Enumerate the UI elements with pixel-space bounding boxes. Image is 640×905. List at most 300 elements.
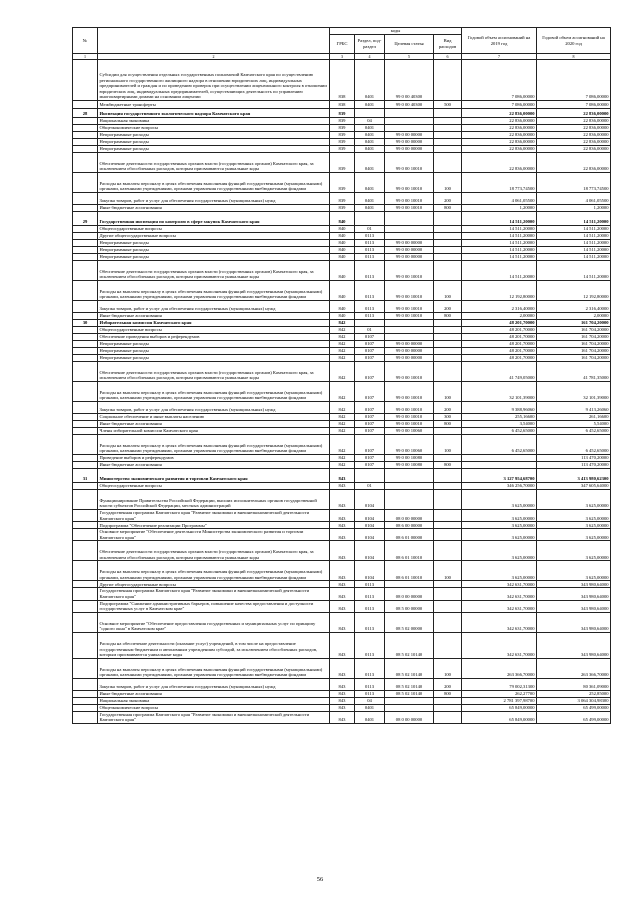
table-row xyxy=(73,247,611,254)
table-row xyxy=(73,632,611,658)
row-target-code xyxy=(385,483,434,490)
row-target-code: 99 0 00 10010 xyxy=(385,421,434,428)
table-row xyxy=(73,612,611,632)
row-razdel-code: 0107 xyxy=(355,435,385,455)
row-razdel-code: 0107 xyxy=(355,421,385,428)
row-amount-2019: 48 201,70000 xyxy=(462,320,537,327)
row-number xyxy=(73,402,98,414)
row-grbs-code: 839 xyxy=(330,125,355,132)
row-number xyxy=(73,600,98,612)
row-amount-2019: 48 201,70000 xyxy=(462,341,537,348)
header-razdel: Раздел, под-раздел xyxy=(355,35,385,54)
row-razdel-code xyxy=(355,109,385,118)
row-number xyxy=(73,711,98,723)
row-number xyxy=(73,247,98,254)
row-expense-type: 100 xyxy=(434,658,462,678)
row-amount-2019: 346 256,70000 xyxy=(462,483,537,490)
row-amount-2020: 18 773,74500 xyxy=(537,173,611,193)
row-grbs-code: 843 xyxy=(330,612,355,632)
row-number xyxy=(73,421,98,428)
row-grbs-code: 840 xyxy=(330,313,355,320)
row-razdel-code: 01 xyxy=(355,226,385,233)
row-grbs-code: 842 xyxy=(330,435,355,455)
row-name: Общегосударственные вопросы xyxy=(98,226,330,233)
row-number xyxy=(73,205,98,212)
row-amount-2020: 343 980,64000 xyxy=(537,581,611,588)
row-name: Министерство экономического развития и торговли Камчатского края xyxy=(98,469,330,483)
column-index-cell: 5 xyxy=(385,54,434,60)
row-number xyxy=(73,462,98,469)
row-name: Члены избирательной комиссии Камчатского края xyxy=(98,428,330,435)
row-target-code: 08 6 01 10010 xyxy=(385,561,434,581)
row-number xyxy=(73,490,98,510)
row-razdel-code: 0113 xyxy=(355,632,385,658)
row-razdel-code: 0113 xyxy=(355,261,385,281)
row-number xyxy=(73,529,98,541)
row-razdel-code: 0107 xyxy=(355,348,385,355)
row-expense-type xyxy=(434,348,462,355)
row-amount-2020: 65 499,00000 xyxy=(537,704,611,711)
row-amount-2019: 4 061,05500 xyxy=(462,193,537,205)
row-name: Функционирование Правительства Российской Федерации, высших исполнительных органов государственной власти субъектов Российской Федерации, местных администраций xyxy=(98,490,330,510)
row-amount-2020: 261,16600 xyxy=(537,414,611,421)
row-expense-type xyxy=(434,711,462,723)
row-amount-2019: 22 836,00000 xyxy=(462,132,537,139)
row-razdel-code xyxy=(355,212,385,226)
table-row xyxy=(73,421,611,428)
row-expense-type xyxy=(434,362,462,382)
row-name: Непрограммные расходы xyxy=(98,132,330,139)
row-grbs-code: 840 xyxy=(330,301,355,313)
row-target-code: 99 0 00 00000 xyxy=(385,341,434,348)
row-expense-type xyxy=(434,469,462,483)
table-row xyxy=(73,362,611,382)
row-number xyxy=(73,334,98,341)
row-number xyxy=(73,327,98,334)
row-grbs-code: 843 xyxy=(330,678,355,690)
row-grbs-code: 842 xyxy=(330,362,355,382)
row-razdel-code: 0401 xyxy=(355,101,385,109)
row-target-code xyxy=(385,469,434,483)
row-name: Государственная программа Камчатского края "Развитие экономики и внешнеэкономической деятельности Камчатского края" xyxy=(98,711,330,723)
row-expense-type xyxy=(434,132,462,139)
row-grbs-code: 842 xyxy=(330,320,355,327)
row-amount-2019: 18 773,74500 xyxy=(462,173,537,193)
row-target-code: 99 0 00 10010 xyxy=(385,414,434,421)
row-name: Межбюджетные трансферты xyxy=(98,101,330,109)
row-amount-2020: 3 413 980,62300 xyxy=(537,469,611,483)
row-expense-type: 800 xyxy=(434,313,462,320)
row-number xyxy=(73,153,98,173)
table-row xyxy=(73,414,611,421)
row-target-code xyxy=(385,704,434,711)
budget-table-sheet xyxy=(72,27,610,724)
row-razdel-code xyxy=(355,320,385,327)
row-target-code: 99 0 00 00000 xyxy=(385,139,434,146)
row-number xyxy=(73,522,98,529)
row-amount-2020: 3 625,00000 xyxy=(537,522,611,529)
row-grbs-code: 843 xyxy=(330,522,355,529)
row-name: Непрограммные расходы xyxy=(98,247,330,254)
row-amount-2020: 263 366,70000 xyxy=(537,658,611,678)
row-amount-2019: 12 192,80000 xyxy=(462,281,537,301)
table-row xyxy=(73,697,611,704)
column-index-cell: 2 xyxy=(98,54,330,60)
row-amount-2020: 343 980,64000 xyxy=(537,632,611,658)
row-number xyxy=(73,697,98,704)
row-razdel-code: 0401 xyxy=(355,139,385,146)
row-amount-2019: 3 625,00000 xyxy=(462,561,537,581)
row-amount-2020: 6 452,65000 xyxy=(537,428,611,435)
row-amount-2020: 22 836,00000 xyxy=(537,146,611,153)
table-row xyxy=(73,658,611,678)
table-row xyxy=(73,313,611,320)
row-razdel-code: 0104 xyxy=(355,541,385,561)
row-amount-2019: 3,54000 xyxy=(462,421,537,428)
row-razdel-code: 0401 xyxy=(355,146,385,153)
table-row xyxy=(73,600,611,612)
row-name: Расходы на выплаты персоналу в целях обеспечения выполнения функций государственными (муниципальными) органами, казенными учреждениями, органами управления государственными внебюджетными фондами xyxy=(98,382,330,402)
row-target-code xyxy=(385,109,434,118)
row-razdel-code: 0401 xyxy=(355,205,385,212)
row-target-code: 99 0 00 10060 xyxy=(385,428,434,435)
row-name: Национальная экономика xyxy=(98,697,330,704)
row-name: Расходы на обеспечение деятельности (оказание услуг) учреждений, в том числе на предоставление государственным бюджетным и автономным учреждениям субсидий, за исключением обособленных расходов, которым присваиваются уникальные коды xyxy=(98,632,330,658)
row-target-code: 99 0 00 40300 xyxy=(385,60,434,101)
table-row xyxy=(73,490,611,510)
row-expense-type xyxy=(434,247,462,254)
row-razdel-code: 04 xyxy=(355,697,385,704)
row-name: Закупка товаров, работ и услуг для обеспечения государственных (муниципальных) нужд xyxy=(98,402,330,414)
row-amount-2019: 14 511,20000 xyxy=(462,240,537,247)
row-amount-2020: 3 625,00000 xyxy=(537,490,611,510)
row-expense-type: 200 xyxy=(434,301,462,313)
table-row xyxy=(73,233,611,240)
row-number xyxy=(73,581,98,588)
row-grbs-code: 842 xyxy=(330,455,355,462)
row-amount-2020: 161 704,20000 xyxy=(537,341,611,348)
row-amount-2020: 2 316,40000 xyxy=(537,301,611,313)
row-razdel-code: 0401 xyxy=(355,173,385,193)
row-amount-2020: 41 781,35000 xyxy=(537,362,611,382)
row-amount-2020: 4 061,05500 xyxy=(537,193,611,205)
row-amount-2019: 3 625,00000 xyxy=(462,522,537,529)
row-grbs-code: 843 xyxy=(330,561,355,581)
table-row xyxy=(73,561,611,581)
table-row xyxy=(73,522,611,529)
row-expense-type: 200 xyxy=(434,678,462,690)
page-number: 56 xyxy=(316,876,324,883)
row-number xyxy=(73,226,98,233)
row-name: Избирательная комиссия Камчатского края xyxy=(98,320,330,327)
row-number xyxy=(73,414,98,421)
row-amount-2019: 342 631,70000 xyxy=(462,588,537,600)
row-amount-2020: 7 086,00000 xyxy=(537,60,611,101)
table-row xyxy=(73,118,611,125)
table-row xyxy=(73,212,611,226)
row-target-code: 08 0 00 00000 xyxy=(385,510,434,522)
row-name: Государственная программа Камчатского края "Развитие экономики и внешнеэкономической деятельности Камчатского края" xyxy=(98,510,330,522)
row-number xyxy=(73,101,98,109)
row-target-code: 99 0 00 10010 xyxy=(385,301,434,313)
row-expense-type xyxy=(434,212,462,226)
row-name: Инспекция государственного экологического надзора Камчатского края xyxy=(98,109,330,118)
row-target-code: 99 0 00 00000 xyxy=(385,355,434,362)
table-row xyxy=(73,240,611,247)
row-grbs-code: 842 xyxy=(330,382,355,402)
row-expense-type: 800 xyxy=(434,205,462,212)
row-amount-2019: 22 836,00000 xyxy=(462,146,537,153)
row-expense-type xyxy=(434,632,462,658)
row-expense-type xyxy=(434,320,462,327)
row-amount-2019: 2,00000 xyxy=(462,313,537,320)
row-amount-2019: 79 002,31300 xyxy=(462,678,537,690)
row-razdel-code: 0107 xyxy=(355,355,385,362)
row-expense-type xyxy=(434,522,462,529)
table-row xyxy=(73,125,611,132)
row-razdel-code: 0401 xyxy=(355,125,385,132)
table-row xyxy=(73,588,611,600)
row-target-code: 08 0 00 00000 xyxy=(385,711,434,723)
row-expense-type xyxy=(434,146,462,153)
table-row xyxy=(73,301,611,313)
row-grbs-code: 839 xyxy=(330,146,355,153)
table-row xyxy=(73,146,611,153)
header-2019: Годовой объем ассигнований на 2019 год xyxy=(462,28,537,54)
row-number xyxy=(73,146,98,153)
row-razdel-code xyxy=(355,469,385,483)
row-number xyxy=(73,313,98,320)
table-row xyxy=(73,402,611,414)
row-number xyxy=(73,541,98,561)
row-expense-type: 100 xyxy=(434,281,462,301)
column-index-cell: 6 xyxy=(434,54,462,60)
row-razdel-code: 01 xyxy=(355,483,385,490)
row-expense-type xyxy=(434,510,462,522)
row-expense-type xyxy=(434,581,462,588)
row-grbs-code: 839 xyxy=(330,132,355,139)
row-razdel-code: 0113 xyxy=(355,600,385,612)
row-grbs-code: 843 xyxy=(330,469,355,483)
row-number xyxy=(73,261,98,281)
row-grbs-code: 842 xyxy=(330,348,355,355)
row-name: Непрограммные расходы xyxy=(98,348,330,355)
row-target-code xyxy=(385,212,434,226)
row-target-code xyxy=(385,320,434,327)
row-amount-2020: 1,20000 xyxy=(537,205,611,212)
row-expense-type xyxy=(434,261,462,281)
row-number xyxy=(73,301,98,313)
row-name: Непрограммные расходы xyxy=(98,355,330,362)
row-amount-2019: 48 201,70000 xyxy=(462,348,537,355)
row-razdel-code: 0107 xyxy=(355,462,385,469)
column-index-cell: 8 xyxy=(537,54,611,60)
table-row xyxy=(73,428,611,435)
row-grbs-code: 843 xyxy=(330,600,355,612)
row-target-code: 99 0 00 00000 xyxy=(385,240,434,247)
row-number xyxy=(73,632,98,658)
row-name: Обеспечение деятельности государственных органов власти (государственных органов) Камчатского края, за исключением обособленных расходов, которым присваиваются уникальные коды xyxy=(98,541,330,561)
row-razdel-code: 0113 xyxy=(355,254,385,261)
table-row xyxy=(73,139,611,146)
row-expense-type xyxy=(434,612,462,632)
table-row xyxy=(73,320,611,327)
row-name: Основное мероприятие "Обеспечение предоставления государственных и муниципальных услуг по принципу "одного окна" в Камчатском крае" xyxy=(98,612,330,632)
row-number xyxy=(73,510,98,522)
row-name: Иные бюджетные ассигнования xyxy=(98,313,330,320)
row-number xyxy=(73,348,98,355)
row-name: Закупка товаров, работ и услуг для обеспечения государственных (муниципальных) нужд xyxy=(98,193,330,205)
table-row xyxy=(73,469,611,483)
table-row xyxy=(73,341,611,348)
row-number xyxy=(73,173,98,193)
row-grbs-code: 843 xyxy=(330,704,355,711)
row-grbs-code: 839 xyxy=(330,173,355,193)
row-amount-2020: 80 361,09000 xyxy=(537,678,611,690)
row-razdel-code: 0113 xyxy=(355,678,385,690)
row-razdel-code: 0113 xyxy=(355,658,385,678)
row-amount-2020: 9 413,26060 xyxy=(537,402,611,414)
row-grbs-code: 842 xyxy=(330,414,355,421)
row-razdel-code: 0107 xyxy=(355,362,385,382)
row-name: Закупка товаров, работ и услуг для обеспечения государственных (муниципальных) нужд xyxy=(98,301,330,313)
row-amount-2019: 7 086,00000 xyxy=(462,101,537,109)
row-name: Иные бюджетные ассигнования xyxy=(98,205,330,212)
table-row xyxy=(73,581,611,588)
row-target-code xyxy=(385,125,434,132)
row-name: Иные бюджетные ассигнования xyxy=(98,690,330,697)
row-name: Общеэкономические вопросы xyxy=(98,125,330,132)
table-row xyxy=(73,226,611,233)
row-amount-2020: 22 836,00000 xyxy=(537,125,611,132)
row-razdel-code: 0113 xyxy=(355,240,385,247)
row-target-code: 99 0 00 10080 xyxy=(385,455,434,462)
table-row xyxy=(73,132,611,139)
row-target-code xyxy=(385,226,434,233)
header-grbs: ГРБС xyxy=(330,35,355,54)
row-number xyxy=(73,588,98,600)
row-amount-2019: 3 625,00000 xyxy=(462,541,537,561)
row-amount-2019: 48 201,70000 xyxy=(462,355,537,362)
header-name xyxy=(98,28,330,54)
row-razdel-code: 0113 xyxy=(355,247,385,254)
row-grbs-code: 843 xyxy=(330,483,355,490)
row-amount-2019 xyxy=(462,455,537,462)
row-amount-2019: 65 849,00000 xyxy=(462,704,537,711)
row-grbs-code: 843 xyxy=(330,697,355,704)
row-name: Национальная экономика xyxy=(98,118,330,125)
row-grbs-code: 843 xyxy=(330,541,355,561)
row-expense-type: 100 xyxy=(434,435,462,455)
row-amount-2019: 14 511,20000 xyxy=(462,247,537,254)
row-amount-2019: 14 511,20000 xyxy=(462,254,537,261)
row-amount-2019: 3 625,00000 xyxy=(462,529,537,541)
row-expense-type xyxy=(434,588,462,600)
row-target-code: 99 0 00 10010 xyxy=(385,281,434,301)
table-row xyxy=(73,334,611,341)
row-amount-2020: 14 511,20000 xyxy=(537,212,611,226)
row-number xyxy=(73,125,98,132)
row-amount-2019: 65 849,00000 xyxy=(462,711,537,723)
row-expense-type: 100 xyxy=(434,382,462,402)
row-expense-type xyxy=(434,233,462,240)
row-amount-2020: 343 980,64000 xyxy=(537,612,611,632)
row-name: Обеспечение деятельности государственных органов власти (государственных органов) Камчатского края, за исключением обособленных расходов, которым присваиваются уникальные коды xyxy=(98,261,330,281)
column-index-cell: 3 xyxy=(330,54,355,60)
row-expense-type xyxy=(434,254,462,261)
row-grbs-code: 840 xyxy=(330,226,355,233)
row-number xyxy=(73,612,98,632)
row-name: Государственная программа Камчатского края "Развитие экономики и внешнеэкономической деятельности Камчатского края" xyxy=(98,588,330,600)
row-amount-2020: 161 704,20000 xyxy=(537,334,611,341)
row-expense-type xyxy=(434,226,462,233)
row-amount-2020: 14 511,20000 xyxy=(537,226,611,233)
row-amount-2019: 263 366,70000 xyxy=(462,658,537,678)
row-amount-2019: 2 781 397,98700 xyxy=(462,697,537,704)
row-name: Непрограммные расходы xyxy=(98,139,330,146)
row-amount-2020: 252,85000 xyxy=(537,690,611,697)
row-amount-2019: 6 452,65000 xyxy=(462,428,537,435)
row-razdel-code: 0113 xyxy=(355,588,385,600)
row-name: Проведение выборов и референдумов xyxy=(98,455,330,462)
table-row xyxy=(73,261,611,281)
row-razdel-code: 0113 xyxy=(355,281,385,301)
table-row xyxy=(73,690,611,697)
header-vid: Вид расходов xyxy=(434,35,462,54)
table-row xyxy=(73,510,611,522)
row-target-code: 99 0 00 40300 xyxy=(385,101,434,109)
row-number: 28 xyxy=(73,109,98,118)
row-amount-2019: 262,27700 xyxy=(462,690,537,697)
row-expense-type xyxy=(434,490,462,510)
row-razdel-code: 0113 xyxy=(355,301,385,313)
row-name: Непрограммные расходы xyxy=(98,254,330,261)
column-index-cell: 1 xyxy=(73,54,98,60)
row-amount-2020: 161 704,20000 xyxy=(537,327,611,334)
row-expense-type xyxy=(434,600,462,612)
row-name: Иные бюджетные ассигнования xyxy=(98,421,330,428)
row-target-code: 08 6 01 00000 xyxy=(385,529,434,541)
row-name: Подпрограмма "Обеспечение реализации Программы" xyxy=(98,522,330,529)
row-amount-2019: 6 452,65000 xyxy=(462,435,537,455)
row-name: Общегосударственные вопросы xyxy=(98,327,330,334)
row-razdel-code: 01 xyxy=(355,327,385,334)
table-row xyxy=(73,153,611,173)
row-number xyxy=(73,355,98,362)
row-grbs-code: 840 xyxy=(330,254,355,261)
row-name: Закупка товаров, работ и услуг для обеспечения государственных (муниципальных) нужд xyxy=(98,678,330,690)
row-amount-2019: 342 631,70000 xyxy=(462,612,537,632)
row-razdel-code: 0107 xyxy=(355,455,385,462)
row-number xyxy=(73,60,98,101)
row-grbs-code: 839 xyxy=(330,205,355,212)
row-amount-2020: 161 704,20000 xyxy=(537,355,611,362)
row-amount-2020: 161 704,20000 xyxy=(537,348,611,355)
row-target-code xyxy=(385,233,434,240)
row-grbs-code: 838 xyxy=(330,60,355,101)
table-row xyxy=(73,435,611,455)
row-target-code: 99 0 00 10010 xyxy=(385,261,434,281)
row-expense-type xyxy=(434,541,462,561)
budget-table xyxy=(72,27,611,724)
header-num: № xyxy=(73,28,98,54)
row-razdel-code: 0107 xyxy=(355,382,385,402)
row-number xyxy=(73,362,98,382)
row-expense-type: 500 xyxy=(434,101,462,109)
row-amount-2020: 343 980,64000 xyxy=(537,600,611,612)
row-expense-type: 800 xyxy=(434,690,462,697)
row-name: Расходы на выплаты персоналу в целях обеспечения выполнения функций государственными (муниципальными) органами, казенными учреждениями, органами управления государственными внебюджетными фондами xyxy=(98,561,330,581)
